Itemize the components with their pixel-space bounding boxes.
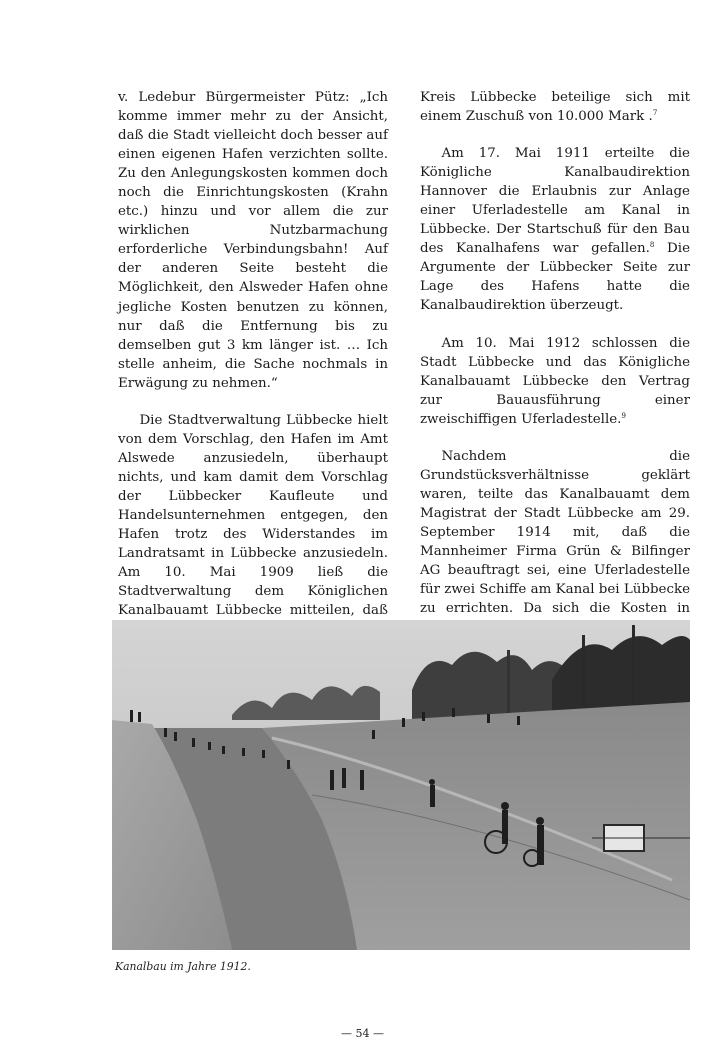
paragraph-text: Die Argumente der Lübbecker Seite zur Lage des Hafens hatte die Kanalbaudirektion überzeugt. [420,241,690,314]
paragraph [420,334,690,429]
page-number: — 54 — [341,1027,384,1040]
paragraph [420,144,690,315]
paragraph: Die Stadtverwaltung Lübbecke hielt von dem Vorschlag, den Hafen im Amt Alswede anzusiedeln, überhaupt nichts, und kam damit dem Vorschlag der Lübbecker Kaufleute und Handelsunternehmen entgegen, den Hafen trotz des Widerstandes im Landratsamt in Lübbecke anzusiedeln. Am 10. Mai 1909 ließ die Stadtverwaltung dem Königlichen Kanalbauamt Lübbecke mitteilen, daß [118,412,388,619]
paragraph [420,88,690,126]
historic-canal-photo [112,620,690,950]
paragraph-text: Nachdem die Grundstücksverhältnisse geklärt waren, teilte das Kanalbauamt dem Magistrat der Stadt Lübbecke am 29. September 1914 mit, daß die Mannheimer Firma Grün & Bilfinger AG beauftragt sei, eine Uferladestelle für zwei Schiffe am Kanal bei Lübbecke zu errichten. Da sich die Kosten in [420,448,690,617]
canal-construction-image [112,620,690,950]
footnote-marker: 8 [649,241,655,250]
paragraph-text: Am 17. Mai 1911 erteilte die Königliche Kanalbaudirektion Hannover die Erlaubnis zur Anlage einer Uferladestelle am Kanal in Lübbecke. Der Startschuß für den Bau des Kanalhafens war gefallen. [420,146,690,257]
paragraph: v. Ledebur Bürgermeister Pütz: „Ich komme immer mehr zu der Ansicht, daß die Stadt vielleicht doch besser auf einen eigenen Hafen verzichten sollte. Zu den Anlegungskosten kommen doch noch die Einrichtungskosten (Krahn etc.) hinzu und vor allem die zur wirklichen Nutzbarmachung erforderliche Verbindungsbahn! Auf der anderen Seite besteht die Möglichkeit, den Alsweder Hafen ohne jegliche Kosten benutzen zu können, nur daß die Entfernung bis zu demselben gut 3 km länger ist. … Ich stelle anheim, die Sache nochmals in Erwägung zu nehmen.“ [118,90,388,391]
footnote-marker: 9 [621,411,626,420]
paragraph-text: Kreis Lübbecke beteilige sich mit einem Zuschuß von 10.000 Mark . [420,90,690,125]
paragraph-text: Am 10. Mai 1912 schlossen die Stadt Lübbecke und das Königliche Kanalbauamt Lübbecke den Vertrag zur Bauausführung einer zweischiffigen Uferladestelle. [420,335,690,427]
footnote-marker: 7 [652,109,658,118]
photo-caption: Kanalbau im Jahre 1912. [115,960,251,973]
